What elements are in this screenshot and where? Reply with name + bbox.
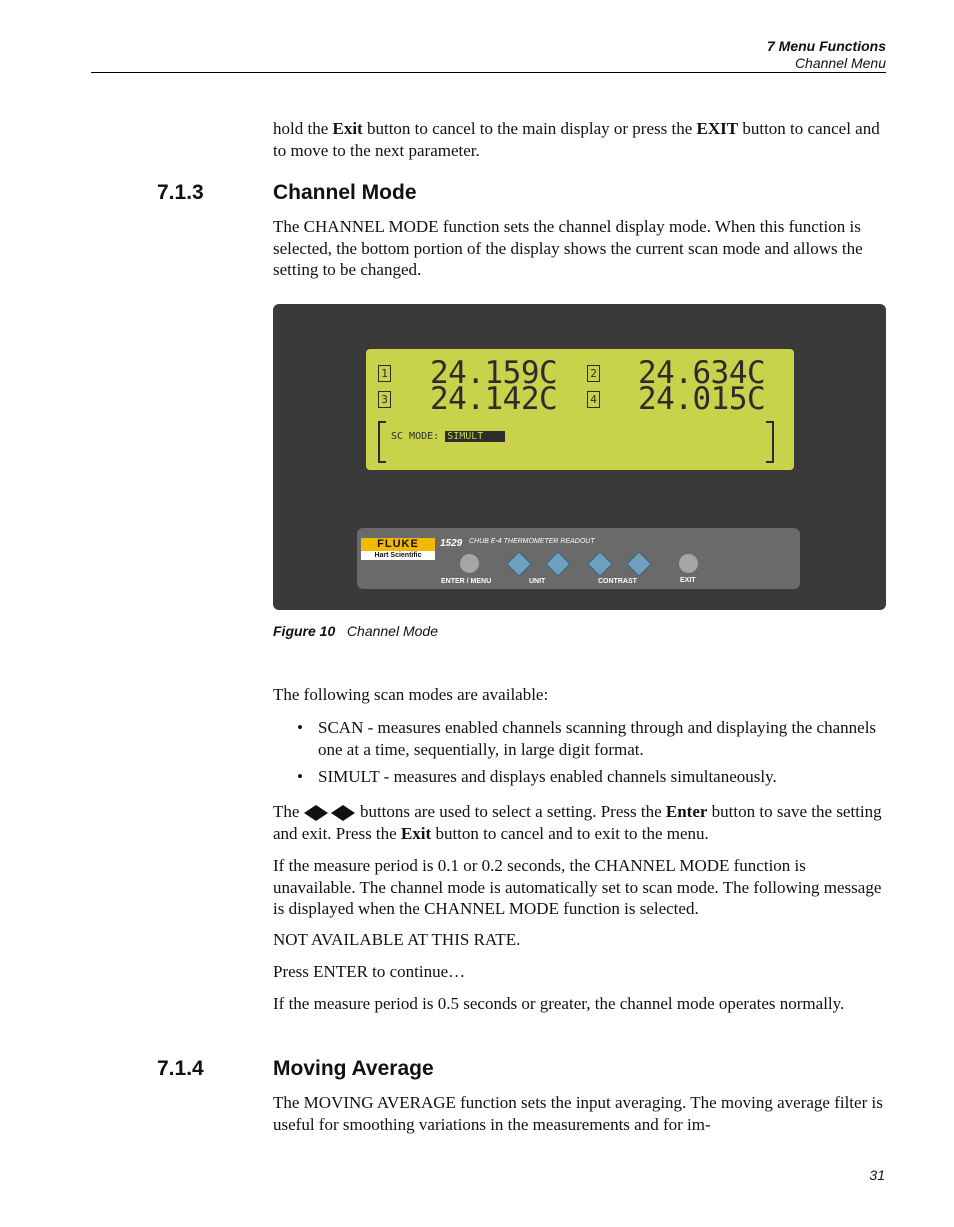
section-number-713: 7.1.3 <box>157 181 204 204</box>
measure-period-paragraph: If the measure period is 0.1 or 0.2 seconds, the CHANNEL MODE function is unavailable. The channel mode is automatically set to scan mode. The following message is displayed when the CHANNEL MODE function is selected. <box>273 856 882 918</box>
right-bracket <box>766 421 774 463</box>
running-header-section: Channel Menu <box>794 55 886 71</box>
page-number: 31 <box>869 1167 885 1183</box>
enter-menu-button[interactable] <box>460 554 479 573</box>
unit-label: UNIT <box>529 578 546 585</box>
channel-2-reading: 24.634C <box>638 355 766 391</box>
model-number: 1529 <box>440 538 463 549</box>
buttons-paragraph: The buttons are used to select a setting. Press the Enter button to save the setting and exit. Press the Exit button to cancel and to exit to the menu. <box>273 802 882 843</box>
channel-1-indicator: 1 <box>378 365 391 382</box>
list-item: • SIMULT - measures and displays enabled channels simultaneously. <box>297 767 777 786</box>
left-right-arrow-icon <box>304 805 356 821</box>
message-press-enter: Press ENTER to continue… <box>273 962 466 981</box>
running-header-chapter: 7 Menu Functions <box>767 38 886 54</box>
section-number-714: 7.1.4 <box>157 1057 204 1080</box>
channel-3-indicator: 3 <box>378 391 391 408</box>
front-panel <box>357 528 800 589</box>
figure-caption: Figure 10 Channel Mode <box>273 623 438 639</box>
model-description: CHUB E-4 THERMOMETER READOUT <box>469 538 595 545</box>
intro-paragraph: hold the Exit button to cancel to the main display or press the EXIT button to cancel and to move to the next parameter. <box>273 119 880 160</box>
channel-4-indicator: 4 <box>587 391 600 408</box>
contrast-down-button[interactable] <box>587 551 612 576</box>
left-bracket <box>378 421 386 463</box>
enter-menu-label: ENTER / MENU <box>441 578 492 585</box>
scan-mode-list <box>273 717 885 794</box>
unit-right-arrow-button[interactable] <box>545 551 570 576</box>
channel-mode-description: The CHANNEL MODE function sets the channel display mode. When this function is selected, the bottom portion of the display shows the current scan mode and allows the setting to be changed. <box>273 217 863 279</box>
channel-4-reading: 24.015C <box>638 381 766 417</box>
message-not-available: NOT AVAILABLE AT THIS RATE. <box>273 930 521 949</box>
contrast-label: CONTRAST <box>598 578 637 585</box>
exit-button[interactable] <box>679 554 698 573</box>
fluke-logo: FLUKE <box>361 538 435 551</box>
channel-2-indicator: 2 <box>587 365 600 382</box>
unit-left-arrow-button[interactable] <box>506 551 531 576</box>
list-item: • SCAN - measures enabled channels scanning through and displaying the channels one at a time, sequentially, in large digit format. <box>297 718 877 759</box>
channel-1-reading: 24.159C <box>430 355 558 391</box>
channel-mode-figure <box>273 304 886 610</box>
contrast-up-button[interactable] <box>626 551 651 576</box>
hart-scientific-label: Hart Scientific <box>361 551 435 560</box>
header-rule <box>91 72 886 73</box>
normal-operation-paragraph: If the measure period is 0.5 seconds or greater, the channel mode operates normally. <box>273 994 845 1013</box>
moving-average-description: The MOVING AVERAGE function sets the input averaging. The moving average filter is useful for smoothing variations in the measurements and for im- <box>273 1093 883 1134</box>
lcd-display <box>366 349 794 470</box>
section-title-moving-average: Moving Average <box>273 1057 434 1080</box>
modes-intro: The following scan modes are available: <box>273 685 549 704</box>
section-title-channel-mode: Channel Mode <box>273 181 417 204</box>
channel-3-reading: 24.142C <box>430 381 558 417</box>
scan-mode-line: SC MODE: SIMULT <box>391 431 505 442</box>
scan-mode-value: SIMULT <box>445 431 505 442</box>
exit-label: EXIT <box>680 577 696 584</box>
